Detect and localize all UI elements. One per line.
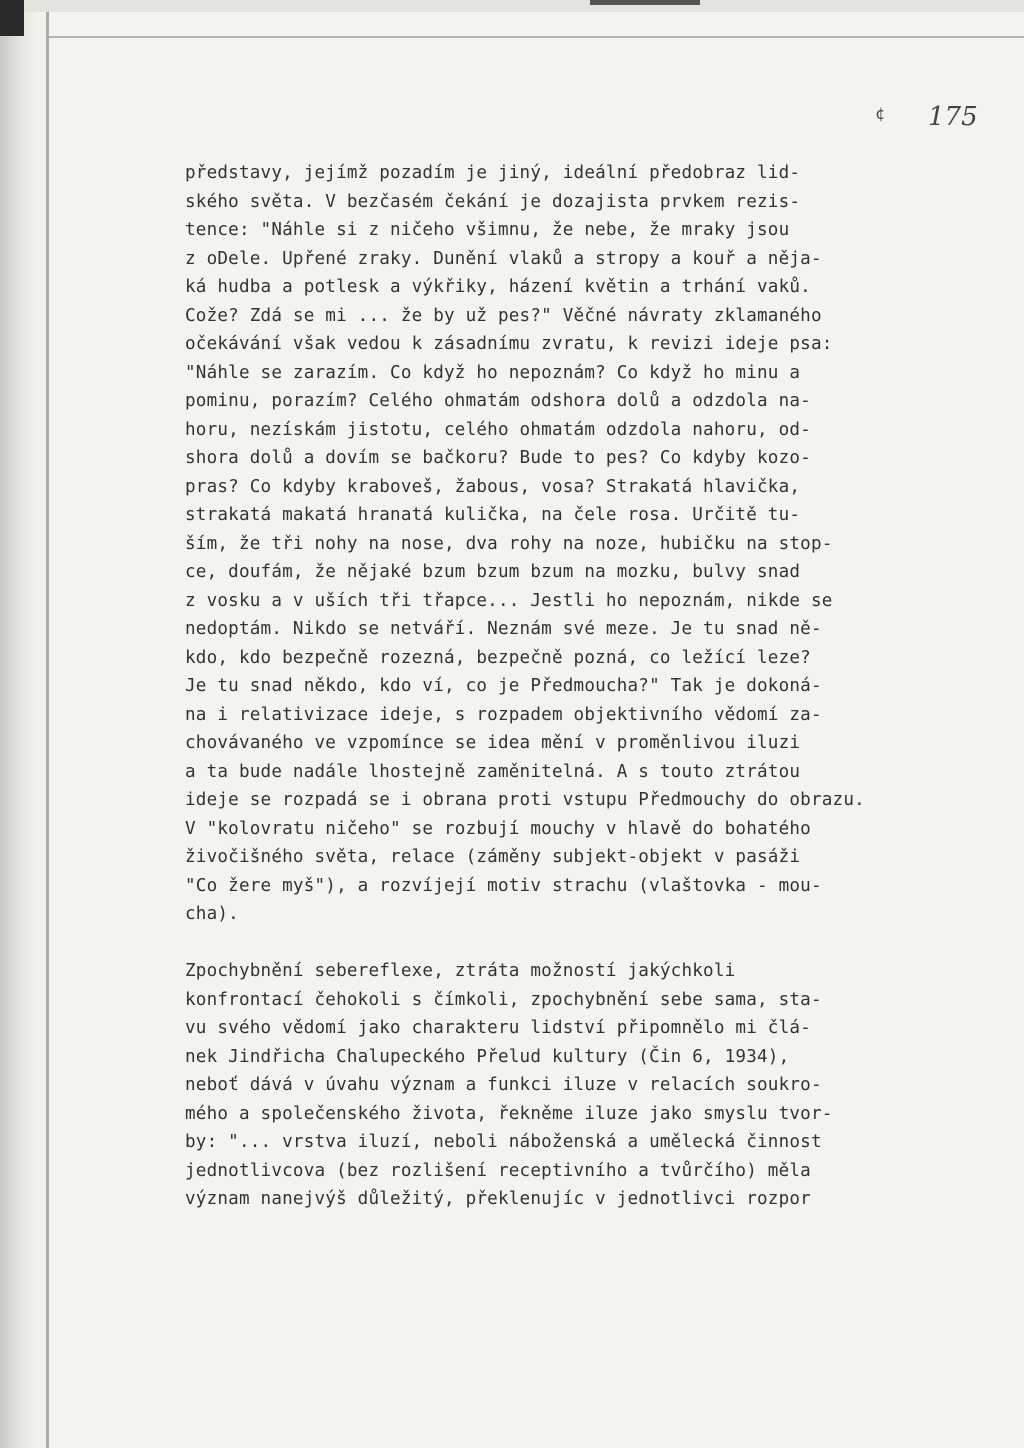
text-line: strakatá makatá hranatá kulička, na čele rosa. Určitě tu- [185, 505, 801, 525]
text-line: tence: "Náhle si z ničeho všimnu, že nebe, že mraky jsou [185, 220, 790, 240]
top-corner-shadow [0, 0, 24, 36]
paragraph-1 [185, 159, 945, 929]
text-line: ideje se rozpadá se i obrana proti vstupu Předmouchy do obrazu. [185, 790, 865, 810]
text-line: ším, že tři nohy na nose, dva rohy na noze, hubičku na stop- [185, 533, 833, 554]
text-line: cha). [185, 904, 239, 924]
body-text [185, 159, 945, 1214]
top-scan-mark [590, 0, 700, 5]
text-line: shora dolů a dovím se bačkoru? Bude to pes? Co kdyby kozo- [185, 448, 811, 468]
margin-mark: ¢ [875, 104, 885, 123]
text-line: horu, nezískám jistotu, celého ohmatám odzdola nahoru, od- [185, 419, 811, 440]
text-line: z vosku a v uších tři třapce... Jestli ho nepoznám, nikde se [185, 590, 833, 611]
text-line: vu svého vědomí jako charakteru lidství připomnělo mi člá- [185, 1018, 811, 1038]
text-line: nedoptám. Nikdo se netváří. Neznám své meze. Je tu snad ně- [185, 619, 822, 639]
text-line: představy, jejímž pozadím je jiný, ideální předobraz lid- [185, 163, 801, 183]
text-line: kdo, kdo bezpečně rozezná, bezpečně pozná, co ležící leze? [185, 647, 811, 668]
text-line: chovávaného ve vzpomínce se idea mění v proměnlivou iluzi [185, 733, 801, 753]
text-line: by: "... vrstva iluzí, neboli náboženská a umělecká činnost [185, 1132, 822, 1152]
text-line: ského světa. V bezčasém čekání je dozajista prvkem rezis- [185, 191, 801, 212]
text-line: V "kolovratu ničeho" se rozbují mouchy v hlavě do bohatého [185, 818, 811, 839]
text-line: na i relativizace ideje, s rozpadem objektivního vědomí za- [185, 704, 822, 725]
text-line: význam nanejvýš důležitý, překlenujíc v jednotlivci rozpor [185, 1189, 811, 1209]
text-line: očekávání však vedou k zásadnímu zvratu, k revizi ideje psa: [185, 334, 833, 354]
page-number: 175 [928, 102, 978, 132]
text-line: ká hudba a potlesk a výkřiky, házení květin a trhání vaků. [185, 277, 811, 297]
binder-line [46, 0, 49, 1448]
text-line: "Co žere myš"), a rozvíjejí motiv strachu (vlaštovka - mou- [185, 875, 822, 896]
top-rule [49, 36, 1024, 38]
text-line: ce, doufám, že nějaké bzum bzum bzum na mozku, bulvy snad [185, 562, 801, 582]
text-line: pominu, porazím? Celého ohmatám odshora dolů a odzdola na- [185, 391, 811, 411]
text-line: Zpochybnění sebereflexe, ztráta možností jakýchkoli [185, 961, 736, 981]
text-line: nek Jindřicha Chalupeckého Přelud kultury (Čin 6, 1934), [185, 1046, 790, 1067]
top-scan-band [24, 0, 1024, 12]
binder-edge [0, 0, 46, 1448]
text-line: konfrontací čehokoli s čímkoli, zpochybnění sebe sama, sta- [185, 989, 822, 1010]
text-line: "Náhle se zarazím. Co když ho nepoznám? Co když ho minu a [185, 362, 801, 383]
text-line: jednotlivcova (bez rozlišení receptivního a tvůrčího) měla [185, 1160, 811, 1181]
paragraph-2 [185, 957, 945, 1214]
text-line: mého a společenského života, řekněme iluze jako smyslu tvor- [185, 1103, 833, 1124]
text-line: Je tu snad někdo, kdo ví, co je Předmoucha?" Tak je dokoná- [185, 676, 822, 696]
text-line: a ta bude nadále lhostejně zaměnitelná. A s touto ztrátou [185, 761, 801, 782]
text-line: Cože? Zdá se mi ... že by už pes?" Věčné návraty zklamaného [185, 305, 822, 326]
text-line: z oDele. Upřené zraky. Dunění vlaků a stropy a kouř a něja- [185, 248, 822, 269]
text-line: živočišného světa, relace (záměny subjekt-objekt v pasáži [185, 847, 801, 867]
text-line: pras? Co kdyby kraboveš, žabous, vosa? Strakatá hlavička, [185, 476, 801, 497]
paragraph-gap [185, 929, 945, 958]
text-line: neboť dává v úvahu význam a funkci iluze v relacích soukro- [185, 1075, 822, 1095]
